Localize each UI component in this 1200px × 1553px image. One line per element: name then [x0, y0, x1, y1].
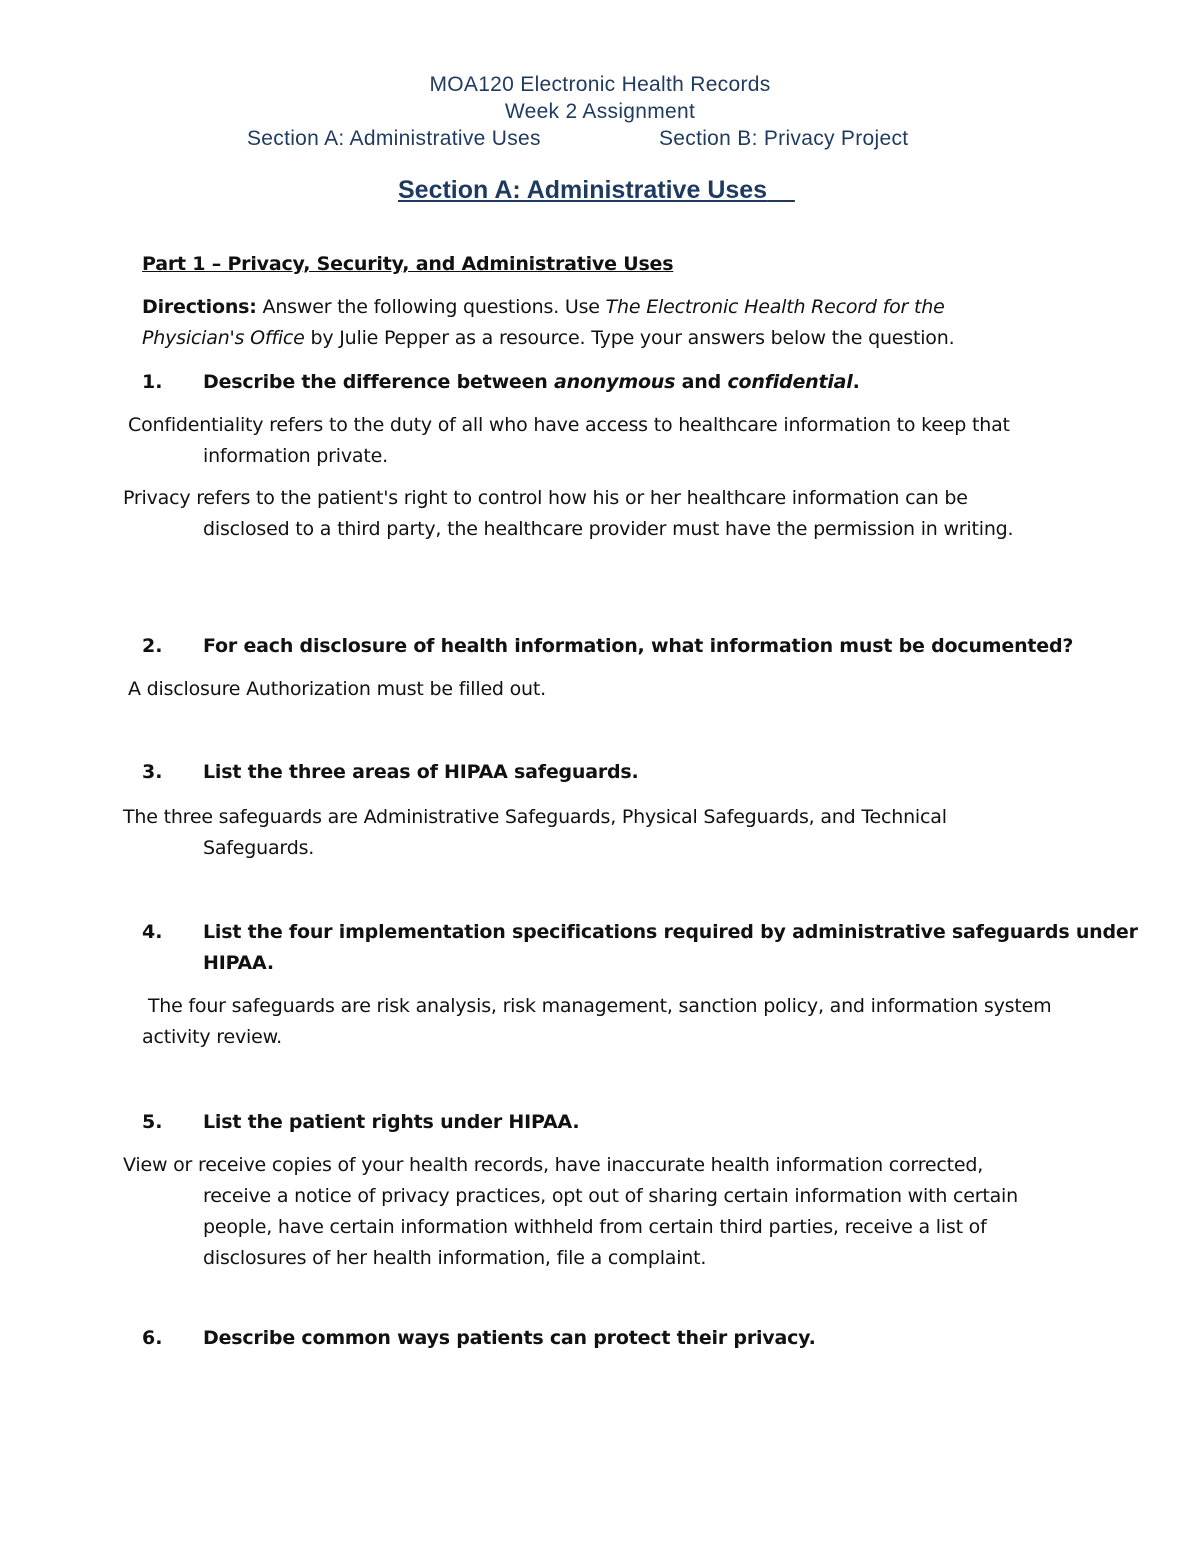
header-section-a: Section A: Administrative Uses	[247, 127, 541, 150]
answer-5-line-1: View or receive copies of your health records, have inaccurate health information corrected,	[123, 1154, 984, 1176]
question-number: 1.	[142, 371, 163, 393]
directions-label: Directions:	[142, 296, 257, 318]
answer-5-line-2: receive a notice of privacy practices, opt out of sharing certain information with certain	[203, 1185, 1018, 1207]
question-4-line-2: HIPAA.	[203, 952, 274, 974]
answer-5-line-4: disclosures of her health information, file a complaint.	[203, 1247, 707, 1269]
answer-1b-line-1: Privacy refers to the patient's right to control how his or her healthcare information can be	[123, 487, 968, 509]
question-number: 5.	[142, 1111, 163, 1133]
question-3: List the three areas of HIPAA safeguards.	[203, 761, 639, 783]
question-1: Describe the difference between anonymous and confidential.	[203, 371, 860, 393]
answer-1a-line-2: information private.	[203, 445, 388, 467]
directions-line-1: Directions: Answer the following questions. Use The Electronic Health Record for the	[142, 296, 945, 318]
part-heading: Part 1 – Privacy, Security, and Administrative Uses	[142, 253, 674, 275]
question-2: For each disclosure of health information, what information must be documented?	[203, 635, 1074, 657]
directions-line-2: Physician's Office by Julie Pepper as a resource. Type your answers below the question.	[142, 327, 955, 349]
question-number: 2.	[142, 635, 163, 657]
assignment-title: Week 2 Assignment	[504, 100, 696, 123]
question-number: 6.	[142, 1327, 163, 1349]
answer-1b-line-2: disclosed to a third party, the healthcare provider must have the permission in writing.	[203, 518, 1014, 540]
header-section-b: Section B: Privacy Project	[659, 127, 909, 150]
answer-2: A disclosure Authorization must be filled out.	[128, 678, 546, 700]
question-5: List the patient rights under HIPAA.	[203, 1111, 580, 1133]
answer-1a-line-1: Confidentiality refers to the duty of all who have access to healthcare information to keep that	[128, 414, 1010, 436]
answer-4-line-2: activity review.	[142, 1026, 283, 1048]
question-number: 4.	[142, 921, 163, 943]
question-4-line-1: List the four implementation specifications required by administrative safeguards under	[203, 921, 1138, 943]
answer-3-line-1: The three safeguards are Administrative Safeguards, Physical Safeguards, and Technical	[123, 806, 947, 828]
course-title: MOA120 Electronic Health Records	[429, 73, 771, 96]
question-number: 3.	[142, 761, 163, 783]
answer-5-line-3: people, have certain information withheld from certain third parties, receive a list of	[203, 1216, 987, 1238]
answer-3-line-2: Safeguards.	[203, 837, 315, 859]
question-6: Describe common ways patients can protect their privacy.	[203, 1327, 816, 1349]
section-title: Section A: Administrative Uses	[398, 176, 768, 204]
answer-4-line-1: The four safeguards are risk analysis, risk management, sanction policy, and information system	[142, 995, 1052, 1017]
